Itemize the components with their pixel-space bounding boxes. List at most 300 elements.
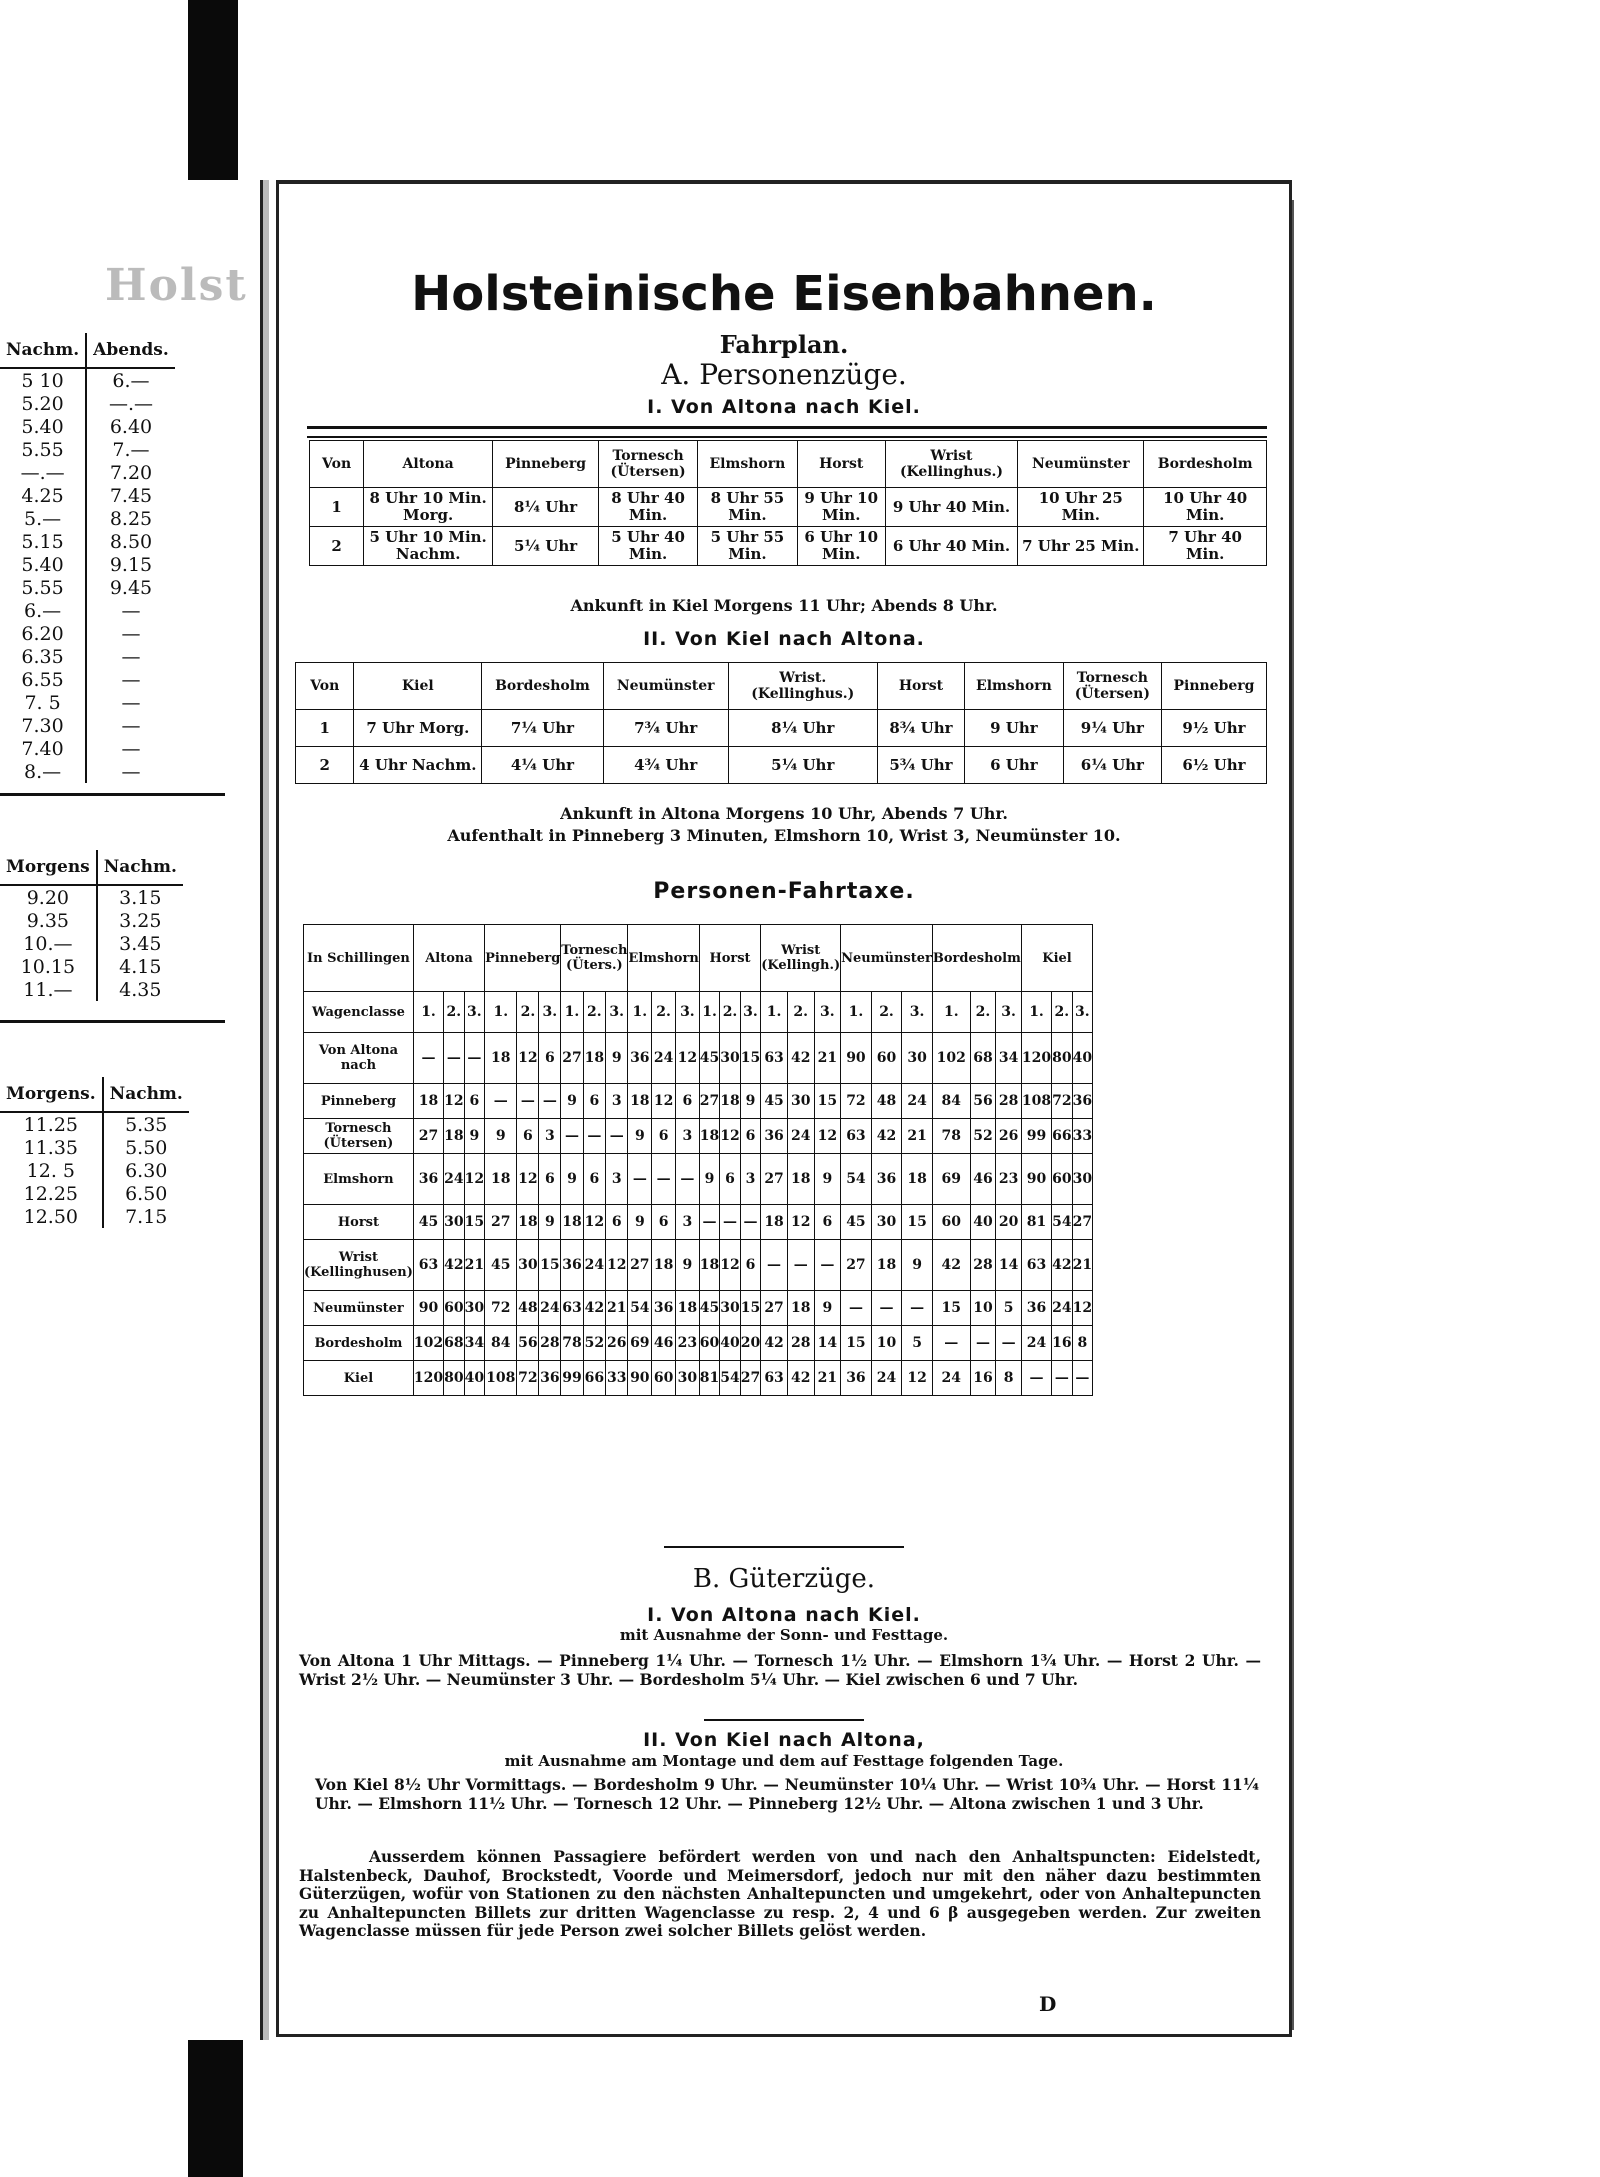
table-row bbox=[0, 737, 175, 760]
fare-cell: 27 bbox=[841, 1240, 872, 1291]
table-row bbox=[0, 645, 175, 668]
fare-cell: 80 bbox=[444, 1361, 464, 1396]
fare-cell: 30 bbox=[1072, 1154, 1092, 1205]
fare-cell: 56 bbox=[970, 1084, 996, 1119]
fare-cell: 30 bbox=[675, 1361, 699, 1396]
fare-cell: 54 bbox=[628, 1291, 652, 1326]
time-cell: 7 Uhr Morg. bbox=[354, 710, 482, 747]
fare-cell: 21 bbox=[814, 1361, 841, 1396]
time-cell: 8.50 bbox=[86, 530, 175, 553]
header-row bbox=[296, 663, 1267, 710]
fare-cell: 3 bbox=[606, 1084, 628, 1119]
time-cell: 5.15 bbox=[21, 530, 64, 553]
fare-cell: — bbox=[871, 1291, 902, 1326]
fare-cell: 18 bbox=[787, 1291, 814, 1326]
fare-cell: 12 bbox=[720, 1119, 740, 1154]
fare-cell: 12 bbox=[517, 1154, 539, 1205]
time-cell: 6 Uhr 10 Min. bbox=[797, 527, 885, 566]
time-cell: 7 Uhr 40 Min. bbox=[1144, 527, 1267, 566]
fare-cell: 34 bbox=[996, 1033, 1022, 1084]
fare-cell: 12 bbox=[720, 1240, 740, 1291]
time-cell: — bbox=[86, 714, 175, 737]
time-cell: 6 Uhr bbox=[965, 747, 1064, 784]
fare-cell: 48 bbox=[517, 1291, 539, 1326]
time-cell: 6.— bbox=[86, 368, 175, 392]
fare-cell: — bbox=[970, 1326, 996, 1361]
fare-cell: — bbox=[413, 1033, 443, 1084]
fare-cell: — bbox=[539, 1084, 561, 1119]
station-header: Horst bbox=[797, 441, 885, 488]
fahrplan-heading: Fahrplan. bbox=[719, 330, 849, 359]
fare-cell: 9 bbox=[464, 1119, 484, 1154]
fare-column-header: Bordesholm bbox=[932, 925, 1021, 992]
column-header: Morgens bbox=[0, 850, 97, 885]
fare-cell: 24 bbox=[583, 1240, 605, 1291]
fare-cell: 42 bbox=[444, 1240, 464, 1291]
time-cell: 5¼ Uhr bbox=[493, 527, 599, 566]
class-number: 1. bbox=[413, 992, 443, 1033]
time-cell: 5 10 bbox=[21, 369, 64, 392]
divider-rule bbox=[704, 1719, 864, 1721]
class-number: 1. bbox=[628, 992, 652, 1033]
class-label: Wagenclasse bbox=[304, 992, 414, 1033]
fare-cell: 84 bbox=[485, 1326, 517, 1361]
station-header: Altona bbox=[364, 441, 493, 488]
fare-cell: — bbox=[699, 1205, 719, 1240]
time-cell: 5.55 bbox=[21, 576, 64, 599]
class-number: 2. bbox=[517, 992, 539, 1033]
fare-cell: 56 bbox=[517, 1326, 539, 1361]
time-cell: 10.15 bbox=[20, 955, 76, 978]
station-header: Kiel bbox=[354, 663, 482, 710]
class-number: 2. bbox=[970, 992, 996, 1033]
fare-cell: — bbox=[464, 1033, 484, 1084]
fare-cell: 63 bbox=[761, 1361, 788, 1396]
goods1-text: Von Altona 1 Uhr Mittags. — Pinneberg 1¼ Uhr. — Tornesch 1½ Uhr. — Elmshorn 1¾ Uhr. — Horst 2 Uhr. — Wrist 2½ Uhr. — Neumünster 3 Uhr. — Bordesholm 5¼ Uhr. — Kiel zwischen 6 und 7 Uhr. bbox=[299, 1651, 1261, 1689]
header-row bbox=[0, 333, 175, 368]
fare-cell: 63 bbox=[1021, 1240, 1051, 1291]
time-cell: 5¾ Uhr bbox=[877, 747, 964, 784]
fare-cell: 10 bbox=[970, 1291, 996, 1326]
table-row bbox=[0, 622, 175, 645]
fare-row bbox=[304, 1291, 1093, 1326]
time-cell: — bbox=[86, 622, 175, 645]
fare-cell: 63 bbox=[561, 1291, 583, 1326]
fare-cell: 46 bbox=[970, 1154, 996, 1205]
time-cell: 7.— bbox=[86, 438, 175, 461]
fare-cell: 45 bbox=[699, 1033, 719, 1084]
fare-cell: 30 bbox=[720, 1291, 740, 1326]
time-cell: 8.25 bbox=[86, 507, 175, 530]
station-header: Bordesholm bbox=[482, 663, 604, 710]
fare-cell: 18 bbox=[561, 1205, 583, 1240]
fare-cell: — bbox=[583, 1119, 605, 1154]
header-row bbox=[310, 441, 1267, 488]
fare-cell: 42 bbox=[787, 1033, 814, 1084]
time-cell: 3.15 bbox=[97, 885, 183, 909]
fare-cell: 90 bbox=[1021, 1154, 1051, 1205]
fare-cell: 10 bbox=[871, 1326, 902, 1361]
fare-cell: 15 bbox=[932, 1291, 970, 1326]
fare-cell: 42 bbox=[787, 1361, 814, 1396]
extra-passenger-note: Ausserdem können Passagiere befördert werden von und nach den Anhaltspuncten: Eidelstedt, Halstenbeck, Dauhof, Brockstedt, Voorde und Meimersdorf, jedoch nur mit den näher dazu bestimmten Güterzügen, wofür von Stationen zu den nächsten Anhaltepuncten und umgekehrt, oder von Anhaltepuncten zu Anhaltepuncten Billets zur dritten Wagenclasse zu resp. 2, 4 und 6 β ausgegeben werden. Zur zweiten Wagenclasse müssen für jede Person zwei solcher Billets gelöst werden. bbox=[299, 1847, 1261, 1940]
fare-cell: 6 bbox=[517, 1119, 539, 1154]
table-row bbox=[0, 507, 175, 530]
fare-cell: 120 bbox=[1021, 1033, 1051, 1084]
time-cell: 10 Uhr 25 Min. bbox=[1018, 488, 1144, 527]
fare-cell: — bbox=[932, 1326, 970, 1361]
time-cell: 7.40 bbox=[21, 737, 64, 760]
time-cell: 11.— bbox=[23, 978, 73, 1001]
time-cell: 7.30 bbox=[21, 714, 64, 737]
fare-row bbox=[304, 1154, 1093, 1205]
fare-row bbox=[304, 1084, 1093, 1119]
fare-cell: 8 bbox=[1072, 1326, 1092, 1361]
fare-cell: — bbox=[561, 1119, 583, 1154]
fare-cell: — bbox=[1072, 1361, 1092, 1396]
time-cell: — bbox=[86, 668, 175, 691]
class-number: 3. bbox=[606, 992, 628, 1033]
fare-cell: 21 bbox=[814, 1033, 841, 1084]
time-cell: 4 Uhr Nachm. bbox=[354, 747, 482, 784]
fare-row-label: Kiel bbox=[304, 1361, 414, 1396]
time-cell: 8¼ Uhr bbox=[493, 488, 599, 527]
time-cell: —.— bbox=[86, 392, 175, 415]
signature-mark: D bbox=[1039, 1992, 1057, 2016]
fare-cell: 6 bbox=[606, 1205, 628, 1240]
fare-cell: 24 bbox=[539, 1291, 561, 1326]
left-timetable-2 bbox=[0, 850, 183, 1001]
table-row bbox=[0, 1205, 189, 1228]
fare-header-row bbox=[304, 925, 1093, 992]
time-cell: 9 Uhr 40 Min. bbox=[885, 488, 1018, 527]
fare-cell: 18 bbox=[699, 1119, 719, 1154]
table-row bbox=[0, 415, 175, 438]
fare-cell: 18 bbox=[628, 1084, 652, 1119]
fare-cell: 9 bbox=[814, 1291, 841, 1326]
fare-cell: 40 bbox=[1072, 1033, 1092, 1084]
class-number: 2. bbox=[720, 992, 740, 1033]
fare-column-header: Kiel bbox=[1021, 925, 1092, 992]
fare-cell: — bbox=[814, 1240, 841, 1291]
fare-cell: 6 bbox=[720, 1154, 740, 1205]
fare-cell: 36 bbox=[1021, 1291, 1051, 1326]
time-cell: 11.25 bbox=[23, 1113, 79, 1136]
fare-cell: 15 bbox=[464, 1205, 484, 1240]
fare-cell: 18 bbox=[413, 1084, 443, 1119]
fare-cell: 9 bbox=[628, 1119, 652, 1154]
fare-cell: 72 bbox=[841, 1084, 872, 1119]
time-cell: 4¼ Uhr bbox=[482, 747, 604, 784]
fare-cell: 66 bbox=[1052, 1119, 1072, 1154]
fare-cell: 102 bbox=[413, 1326, 443, 1361]
fare-cell: — bbox=[444, 1033, 464, 1084]
time-cell: 5.55 bbox=[21, 438, 64, 461]
time-cell: 5.— bbox=[24, 507, 62, 530]
fare-column-header: Wrist (Kellingh.) bbox=[761, 925, 841, 992]
fare-row bbox=[304, 1119, 1093, 1154]
left-rule bbox=[0, 793, 225, 796]
fare-cell: 16 bbox=[970, 1361, 996, 1396]
class-number: 3. bbox=[996, 992, 1022, 1033]
time-cell: 8 Uhr 40 Min. bbox=[599, 488, 698, 527]
fare-cell: 6 bbox=[652, 1205, 676, 1240]
fare-cell: 27 bbox=[628, 1240, 652, 1291]
time-cell: 9.35 bbox=[26, 909, 70, 932]
fare-cell: — bbox=[787, 1240, 814, 1291]
time-cell: 11.35 bbox=[23, 1136, 79, 1159]
table-row bbox=[0, 576, 175, 599]
fare-cell: — bbox=[675, 1154, 699, 1205]
class-number: 3. bbox=[740, 992, 760, 1033]
timetable-kiel-altona bbox=[295, 662, 1267, 784]
time-cell: 7. 5 bbox=[24, 691, 61, 714]
class-number: 2. bbox=[652, 992, 676, 1033]
left-rule bbox=[0, 1020, 225, 1023]
divider-rule bbox=[664, 1546, 904, 1548]
table-row bbox=[0, 599, 175, 622]
fare-cell: 21 bbox=[1072, 1240, 1092, 1291]
station-header: Tornesch (Ütersen) bbox=[599, 441, 698, 488]
class-number: 3. bbox=[1072, 992, 1092, 1033]
fare-cell: 15 bbox=[740, 1291, 760, 1326]
fare-cell: 81 bbox=[1021, 1205, 1051, 1240]
fare-cell: 72 bbox=[1052, 1084, 1072, 1119]
class-number: 2. bbox=[871, 992, 902, 1033]
fare-cell: 12 bbox=[583, 1205, 605, 1240]
class-row bbox=[304, 992, 1093, 1033]
table-row bbox=[0, 438, 175, 461]
time-cell: 9¼ Uhr bbox=[1063, 710, 1161, 747]
fare-cell: 30 bbox=[464, 1291, 484, 1326]
time-cell: — bbox=[86, 760, 175, 783]
time-cell: 6.35 bbox=[21, 645, 64, 668]
fare-cell: 18 bbox=[485, 1033, 517, 1084]
time-cell: 8¼ Uhr bbox=[728, 710, 877, 747]
fare-cell: 18 bbox=[761, 1205, 788, 1240]
column-header: Nachm. bbox=[0, 333, 86, 368]
train-row bbox=[310, 488, 1267, 527]
fare-cell: 27 bbox=[1072, 1205, 1092, 1240]
fare-cell: 28 bbox=[539, 1326, 561, 1361]
time-cell: 6 Uhr 40 Min. bbox=[885, 527, 1018, 566]
fare-cell: 45 bbox=[841, 1205, 872, 1240]
time-cell: 5.40 bbox=[21, 415, 64, 438]
table-row bbox=[0, 553, 175, 576]
goods2-heading: II. Von Kiel nach Altona, bbox=[643, 1729, 925, 1751]
station-header: Wrist (Kellinghus.) bbox=[885, 441, 1018, 488]
time-cell: 5.35 bbox=[103, 1112, 189, 1136]
fare-cell: 90 bbox=[413, 1291, 443, 1326]
double-rule bbox=[307, 426, 1267, 438]
left-page-title-fragment: Holst bbox=[105, 260, 248, 311]
column-header: Nachm. bbox=[103, 1077, 189, 1112]
time-cell: 5¼ Uhr bbox=[728, 747, 877, 784]
table-row bbox=[0, 1136, 189, 1159]
fare-column-header: Pinneberg bbox=[485, 925, 561, 992]
time-cell: 6.40 bbox=[86, 415, 175, 438]
fare-cell: 27 bbox=[561, 1033, 583, 1084]
fare-cell: 20 bbox=[996, 1205, 1022, 1240]
class-number: 3. bbox=[539, 992, 561, 1033]
fare-cell: 54 bbox=[720, 1361, 740, 1396]
header-row bbox=[0, 1077, 189, 1112]
fare-cell: 3 bbox=[539, 1119, 561, 1154]
fare-cell: 3 bbox=[740, 1154, 760, 1205]
fare-cell: 9 bbox=[814, 1154, 841, 1205]
fare-cell: 9 bbox=[485, 1119, 517, 1154]
fare-cell: 6 bbox=[539, 1154, 561, 1205]
fare-cell: 12 bbox=[517, 1033, 539, 1084]
left-timetable-3 bbox=[0, 1077, 189, 1228]
station-header: Pinneberg bbox=[493, 441, 599, 488]
fare-cell: — bbox=[720, 1205, 740, 1240]
fare-cell: 69 bbox=[628, 1326, 652, 1361]
table-row bbox=[0, 668, 175, 691]
left-timetable-1 bbox=[0, 333, 175, 783]
fare-cell: 6 bbox=[583, 1084, 605, 1119]
fare-cell: 12 bbox=[1072, 1291, 1092, 1326]
fare-cell: 14 bbox=[814, 1326, 841, 1361]
train-number: 1 bbox=[296, 710, 354, 747]
fare-cell: 40 bbox=[464, 1361, 484, 1396]
fare-cell: 18 bbox=[675, 1291, 699, 1326]
fare-cell: 23 bbox=[996, 1154, 1022, 1205]
fare-cell: 15 bbox=[740, 1033, 760, 1084]
table-row bbox=[0, 530, 175, 553]
time-cell: 7.45 bbox=[86, 484, 175, 507]
class-number: 2. bbox=[583, 992, 605, 1033]
goods1-heading: I. Von Altona nach Kiel. bbox=[647, 1604, 921, 1626]
fare-cell: 28 bbox=[970, 1240, 996, 1291]
time-cell: — bbox=[86, 645, 175, 668]
station-header: Elmshorn bbox=[698, 441, 798, 488]
fare-cell: 12 bbox=[814, 1119, 841, 1154]
fare-cell: 27 bbox=[761, 1291, 788, 1326]
fare-cell: 18 bbox=[444, 1119, 464, 1154]
fare-row bbox=[304, 1033, 1093, 1084]
station-header: Von bbox=[310, 441, 364, 488]
fare-cell: 33 bbox=[606, 1361, 628, 1396]
table-row bbox=[0, 691, 175, 714]
fare-cell: 6 bbox=[675, 1084, 699, 1119]
time-cell: 5 Uhr 40 Min. bbox=[599, 527, 698, 566]
fare-cell: 60 bbox=[444, 1291, 464, 1326]
fare-cell: 102 bbox=[932, 1033, 970, 1084]
train-row bbox=[296, 710, 1267, 747]
fare-cell: 42 bbox=[761, 1326, 788, 1361]
fare-cell: 23 bbox=[675, 1326, 699, 1361]
class-number: 3. bbox=[814, 992, 841, 1033]
table-row bbox=[0, 760, 175, 783]
station-header: Pinneberg bbox=[1161, 663, 1266, 710]
fare-cell: — bbox=[485, 1084, 517, 1119]
fare-cell: 6 bbox=[740, 1240, 760, 1291]
goods2-text: Von Kiel 8½ Uhr Vormittags. — Bordesholm 9 Uhr. — Neumünster 10¼ Uhr. — Wrist 10¾ Uhr. — Horst 11¼ Uhr. — Elmshorn 11½ Uhr. — Tornesch 12 Uhr. — Pinneberg 12½ Uhr. — Altona zwischen 1 und 3 Uhr. bbox=[315, 1775, 1259, 1813]
fare-cell: 40 bbox=[720, 1326, 740, 1361]
fare-cell: 18 bbox=[652, 1240, 676, 1291]
train-number: 2 bbox=[296, 747, 354, 784]
fare-cell: 15 bbox=[814, 1084, 841, 1119]
class-number: 1. bbox=[932, 992, 970, 1033]
fare-cell: — bbox=[740, 1205, 760, 1240]
fare-cell: 27 bbox=[740, 1361, 760, 1396]
fare-cell: 24 bbox=[902, 1084, 933, 1119]
fare-row bbox=[304, 1326, 1093, 1361]
class-number: 1. bbox=[761, 992, 788, 1033]
fare-column-header: Neumünster bbox=[841, 925, 933, 992]
fare-cell: 120 bbox=[413, 1361, 443, 1396]
station-header: Von bbox=[296, 663, 354, 710]
fare-cell: 84 bbox=[932, 1084, 970, 1119]
fare-cell: 26 bbox=[606, 1326, 628, 1361]
class-number: 2. bbox=[1052, 992, 1072, 1033]
fare-corner-label: In Schillingen bbox=[304, 925, 414, 992]
page-edge bbox=[1286, 200, 1294, 2030]
fare-cell: 45 bbox=[485, 1240, 517, 1291]
time-cell: 8 Uhr 10 Min. Morg. bbox=[364, 488, 493, 527]
fare-cell: 18 bbox=[871, 1240, 902, 1291]
fare-cell: 27 bbox=[761, 1154, 788, 1205]
fare-cell: 52 bbox=[583, 1326, 605, 1361]
fare-cell: 18 bbox=[902, 1154, 933, 1205]
fare-cell: 15 bbox=[539, 1240, 561, 1291]
time-cell: 9.15 bbox=[86, 553, 175, 576]
fare-cell: 78 bbox=[561, 1326, 583, 1361]
station-header: Neumünster bbox=[1018, 441, 1144, 488]
time-cell: — bbox=[86, 691, 175, 714]
fare-row-label: Tornesch (Ütersen) bbox=[304, 1119, 414, 1154]
fare-cell: 6 bbox=[814, 1205, 841, 1240]
time-cell: 5 Uhr 10 Min. Nachm. bbox=[364, 527, 493, 566]
fare-cell: 18 bbox=[787, 1154, 814, 1205]
fare-cell: 6 bbox=[583, 1154, 605, 1205]
fare-cell: 46 bbox=[652, 1326, 676, 1361]
fare-cell: 9 bbox=[699, 1154, 719, 1205]
fare-cell: 30 bbox=[444, 1205, 464, 1240]
fare-cell: 9 bbox=[675, 1240, 699, 1291]
fare-heading: Personen-Fahrtaxe. bbox=[653, 879, 915, 904]
fare-cell: 12 bbox=[902, 1361, 933, 1396]
header-row bbox=[0, 850, 183, 885]
time-cell: 12.25 bbox=[23, 1182, 79, 1205]
fare-cell: 9 bbox=[539, 1205, 561, 1240]
fare-cell: 60 bbox=[1052, 1154, 1072, 1205]
fare-cell: 68 bbox=[444, 1326, 464, 1361]
fare-cell: 8 bbox=[996, 1361, 1022, 1396]
goods2-subheading: mit Ausnahme am Montage und dem auf Festtage folgenden Tage. bbox=[504, 1752, 1064, 1770]
class-number: 1. bbox=[485, 992, 517, 1033]
fare-cell: — bbox=[628, 1154, 652, 1205]
time-cell: 6.30 bbox=[103, 1159, 189, 1182]
fare-row-label: Neumünster bbox=[304, 1291, 414, 1326]
time-cell: 8¾ Uhr bbox=[877, 710, 964, 747]
train-number: 2 bbox=[310, 527, 364, 566]
fare-cell: 45 bbox=[413, 1205, 443, 1240]
page-title: Holsteinische Eisenbahnen. bbox=[411, 266, 1157, 322]
fare-cell: 3 bbox=[675, 1119, 699, 1154]
fare-cell: 12 bbox=[675, 1033, 699, 1084]
fare-cell: 52 bbox=[970, 1119, 996, 1154]
time-cell: 6.— bbox=[24, 599, 62, 622]
fare-cell: 18 bbox=[699, 1240, 719, 1291]
fare-cell: 69 bbox=[932, 1154, 970, 1205]
fare-cell: 60 bbox=[652, 1361, 676, 1396]
fare-cell: 3 bbox=[675, 1205, 699, 1240]
station-header: Horst bbox=[877, 663, 964, 710]
fare-cell: — bbox=[996, 1326, 1022, 1361]
fare-cell: 24 bbox=[1021, 1326, 1051, 1361]
